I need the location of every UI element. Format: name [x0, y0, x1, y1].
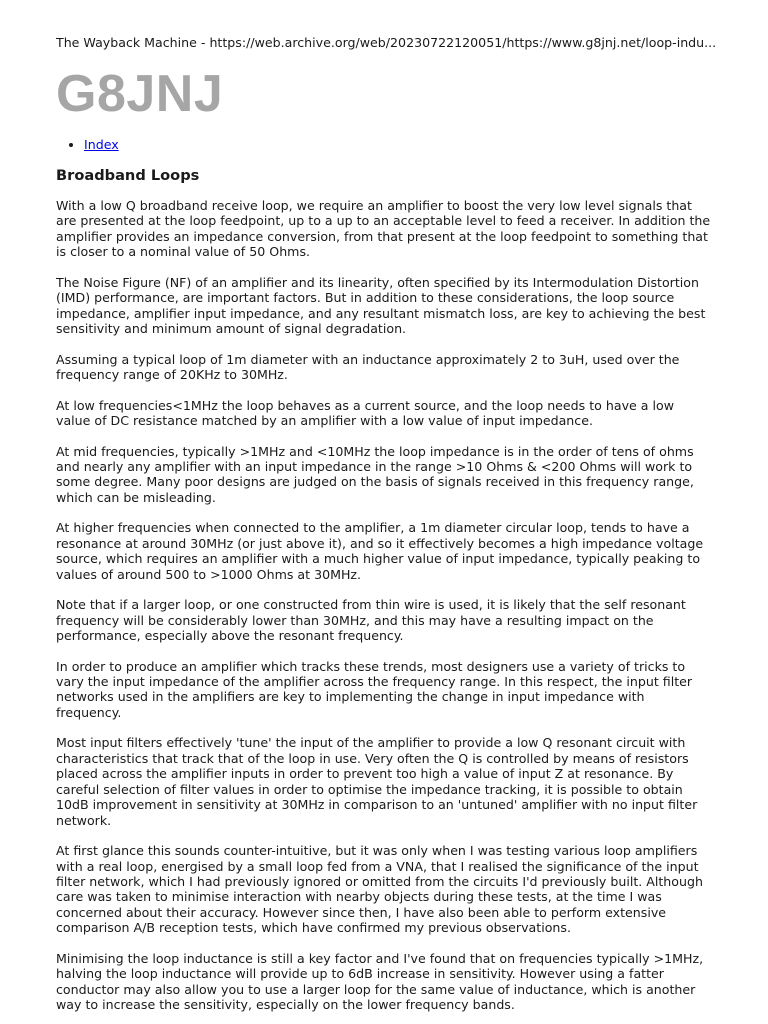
paragraph: The Noise Figure (NF) of an amplifier and its linearity, often specified by its Intermodulation Distortion (IMD) performance, are important factors. But in addition to these considerations, the loop source impedance, amplifier input impedance, and any resultant mismatch loss, are key to achieving the best sensitivity and minimum amount of signal degradation.	[56, 274, 706, 337]
paragraph: With a low Q broadband receive loop, we require an amplifier to boost the very low level signals that are presented at the loop feedpoint, up to a up to an acceptable level to feed a receiver. In addition the amplifier provides an impedance conversion, from that present at the loop feedpoint to something that is closer to a nominal value of 50 Ohms.	[56, 198, 711, 260]
site-title: G8JNJ	[56, 65, 224, 123]
paragraph: Assuming a typical loop of 1m diameter with an inductance approximately 2 to 3uH, used over the frequency range of 20KHz to 30MHz.	[56, 351, 680, 383]
paragraph: At low frequencies<1MHz the loop behaves as a current source, and the loop needs to have a low value of DC resistance matched by an amplifier with a low value of input impedance.	[56, 397, 675, 429]
nav-list	[56, 137, 119, 153]
paragraph: Most input filters effectively 'tune' the input of the amplifier to provide a low Q resonant circuit with characteristics that track that of the loop in use. Very often the Q is controlled by means of resistors placed across the amplifier inputs in order to prevent too high a value of input Z at resonance. By careful selection of filter values in order to optimise the impedance tracking, it is possible to obtain 10dB improvement in sensitivity at 30MHz in comparison to an 'untuned' amplifier with no input filter network.	[56, 735, 698, 828]
section-heading: Broadband Loops	[56, 167, 200, 184]
paragraph: At mid frequencies, typically >1MHz and <10MHz the loop impedance is in the order of tens of ohms and nearly any amplifier with an input impedance in the range >10 Ohms & <200 Ohms will work to some degree. Many poor designs are judged on the basis of signals received in this frequency range, which can be misleading.	[56, 443, 694, 505]
paragraph: At first glance this sounds counter-intuitive, but it was only when I was testing various loop amplifiers with a real loop, energised by a small loop fed from a VNA, that I realised the significance of the input filter network, which I had previously ignored or omitted from the circuits I'd previously built. Although care was taken to minimise interaction with nearby objects during these tests, at the time I was concerned about their accuracy. However since then, I have also been able to perform extensive comparison A/B reception tests, which have confirmed my previous observations.	[56, 843, 703, 936]
wayback-header: The Wayback Machine - https://web.archive.org/web/20230722120051/https://www.g8jnj.net/loop-indu...	[56, 35, 716, 50]
paragraph: At higher frequencies when connected to the amplifier, a 1m diameter circular loop, tends to have a resonance at around 30MHz (or just above it), and so it effectively becomes a high impedance voltage source, which requires an amplifier with a much higher value of input impedance, typically peaking to values of around 500 to >1000 Ohms at 30MHz.	[56, 520, 704, 582]
nav-item-index	[84, 137, 119, 153]
article-body	[56, 198, 712, 1024]
paragraph: Note that if a larger loop, or one constructed from thin wire is used, it is likely that the self resonant frequency will be considerably lower than 30MHz, and this may have a resulting impact on the performance, especially above the resonant frequency.	[56, 597, 686, 644]
paragraph: In order to produce an amplifier which tracks these trends, most designers use a variety of tricks to vary the input impedance of the amplifier across the frequency range. In this respect, the input filter networks used in the amplifiers are key to implementing the change in input impedance with frequency.	[56, 658, 693, 720]
index-link[interactable]: Index	[84, 137, 119, 152]
paragraph: Minimising the loop inductance is still a key factor and I've found that on frequencies typically >1MHz, halving the loop inductance will provide up to 6dB increase in sensitivity. However using a fatter conductor may also allow you to use a larger loop for the same value of inductance, which is another way to increase the sensitivity, especially on the lower frequency bands.	[56, 950, 704, 1012]
